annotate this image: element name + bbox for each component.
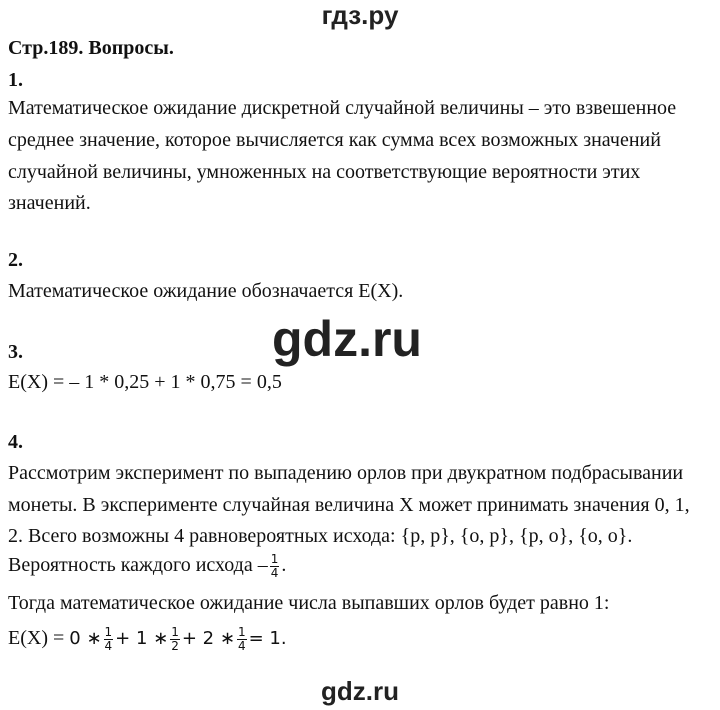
- q4-then-line: Тогда математическое ожидание числа выпавших орлов будет равно 1:: [8, 592, 610, 614]
- q1-line: случайной величины, умноженных на соответствующие вероятности этих: [8, 161, 641, 183]
- header-watermark: гдз.ру: [321, 0, 399, 30]
- formula-term: = 1.: [248, 628, 287, 650]
- center-watermark: gdz.ru: [272, 311, 422, 367]
- formula-term: + 1 ∗: [115, 628, 169, 650]
- period: .: [281, 554, 287, 577]
- footer-watermark: gdz.ru: [321, 676, 399, 706]
- q4-probability-line: [8, 553, 286, 580]
- numerator: 1: [171, 625, 179, 639]
- q4-line: монеты. В эксперименте случайная величина X может принимать значения 0, 1,: [8, 494, 690, 516]
- denominator: 4: [104, 639, 113, 653]
- denominator: 4: [237, 639, 246, 653]
- q2-line: Математическое ожидание обозначается E(X).: [8, 280, 404, 302]
- question-2-number: 2.: [8, 249, 23, 271]
- q1-line: Математическое ожидание дискретной случайной величины – это взвешенное: [8, 97, 677, 119]
- q4-line: Рассмотрим эксперимент по выпадению орлов при двукратном подбрасывании: [8, 462, 684, 484]
- q3-line: E(X) = – 1 * 0,25 + 1 * 0,75 = 0,5: [8, 371, 282, 393]
- fraction: [104, 626, 114, 653]
- q4-formula: [8, 626, 287, 653]
- denominator: 2: [171, 639, 179, 653]
- q4-line: 2. Всего возможны 4 равновероятных исхода: {р, р}, {о, р}, {р, о}, {о, о}.: [8, 525, 633, 547]
- question-3-number: 3.: [8, 341, 23, 363]
- numerator: 1: [237, 625, 246, 639]
- formula-lhs: E(X) =: [8, 627, 70, 650]
- formula-term: + 2 ∗: [181, 628, 235, 650]
- formula-term: 0 ∗: [69, 628, 102, 650]
- question-4-number: 4.: [8, 431, 23, 453]
- fraction: [170, 626, 180, 653]
- fraction: [237, 626, 247, 653]
- q1-line: значений.: [8, 192, 91, 214]
- prob-text: Вероятность каждого исхода –: [8, 554, 268, 577]
- numerator: 1: [270, 552, 279, 566]
- q1-line: среднее значение, которое вычисляется как сумма всех возможных значений: [8, 129, 661, 151]
- fraction: [270, 553, 280, 580]
- question-1-number: 1.: [8, 69, 23, 91]
- denominator: 4: [270, 566, 279, 580]
- numerator: 1: [104, 625, 113, 639]
- page-title: Стр.189. Вопросы.: [8, 37, 174, 59]
